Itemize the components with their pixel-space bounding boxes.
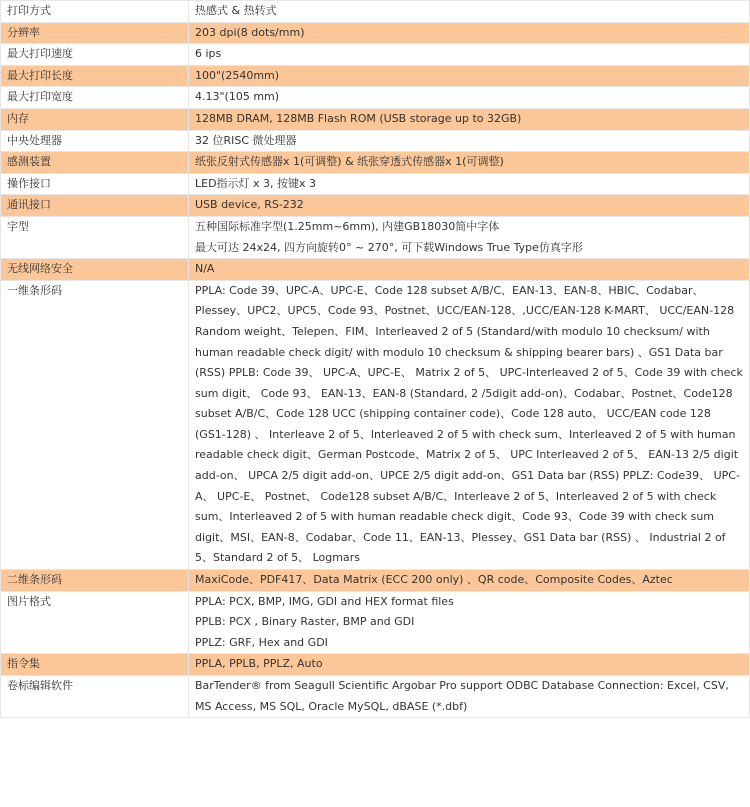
spec-label: 图片格式 [1,591,189,654]
spec-label: 最大打印宽度 [1,87,189,109]
spec-row [1,195,750,217]
spec-row [1,280,750,569]
spec-value-line: PPLB: PCX , Binary Raster, BMP and GDI [195,615,415,629]
spec-value [189,676,750,718]
spec-row [1,591,750,654]
spec-value-line: 纸张反射式传感器x 1(可调整) & 纸张穿透式传感器x 1(可调整) [195,155,504,169]
spec-value-line: PPLA: PCX, BMP, IMG, GDI and HEX format files [195,594,454,608]
spec-label: 一维条形码 [1,280,189,569]
spec-label: 卷标编辑软件 [1,676,189,718]
spec-value [189,195,750,217]
spec-value [189,591,750,654]
spec-value-line: 热感式 & 热转式 [195,4,277,17]
spec-row [1,44,750,66]
spec-value [189,654,750,676]
spec-label: 无线网络安全 [1,259,189,281]
spec-value [189,108,750,130]
spec-row [1,65,750,87]
spec-label: 内存 [1,108,189,130]
spec-row [1,87,750,109]
spec-value-line: 128MB DRAM, 128MB Flash ROM (USB storage up to 32GB) [195,111,522,125]
spec-label: 打印方式 [1,1,189,23]
spec-value-line: PPLZ: GRF, Hex and GDI [195,635,328,649]
spec-value-line: LED指示灯 x 3, 按键x 3 [195,176,317,190]
spec-row [1,570,750,592]
spec-label: 字型 [1,216,189,258]
spec-row [1,130,750,152]
spec-value-line: 最大可达 24x24, 四方向旋转0° ~ 270°, 可下载Windows True Type仿真字形 [195,240,583,254]
spec-value [189,44,750,66]
spec-label: 二维条形码 [1,570,189,592]
spec-value [189,87,750,109]
spec-value-line: PPLA: Code 39、UPC-A、UPC-E、Code 128 subset A/B/C、EAN-13、EAN-8、HBIC、Codabar、Plessey、UPC2、UPC5、Code 93、Postnet、UCC/EAN-128、,UCC/EAN-128 K-MART、 UCC/EAN-128 Random weight、Telepen、FIM、Interleaved 2 of 5 (Standard/with modulo 10 checksum/ with human readable check digit/ with modulo 10 checksum & shipping bearer bars) 、GS1 Data bar (RSS) PPLB: Code 39、 UPC-A、UPC-E、 Matrix 2 of 5、 UPC-Interleaved 2 of 5、Code 39 with check sum digit、 Code 93、 EAN-13、EAN-8 (Standard, 2 /5digit add-on)、Codabar、Postnet、Code128 subset A/B/C、Code 128 UCC (shipping container code)、Code 128 auto、 UCC/EAN code 128 (GS1-128) 、 Interleave 2 of 5、Interleaved 2 of 5 with check sum、Interleaved 2 of 5 with human readable check digit、German Postcode、Matrix 2 of 5、 UPC Interleaved 2 of 5、 EAN-13 2/5 digit add-on、 UPCA 2/5 digit add-on、UPCE 2/5 digit add-on、GS1 Data bar (RSS) PPLZ: Code39、 UPC-A、 UPC-E、 Postnet、 Code128 subset A/B/C、Interleave 2 of 5、Interleaved 2 of 5 with check sum、Interleaved 2 of 5 with human readable check digit、Code 93、Code 39 with check sum digit、MSI、EAN-8、Codabar、Code 11、EAN-13、Plessey、GS1 Data bar (RSS) 、 Industrial 2 of 5、Standard 2 of 5、 Logmars [195,283,743,565]
spec-table-body [1,1,750,718]
spec-row [1,22,750,44]
spec-label: 最大打印速度 [1,44,189,66]
spec-row [1,1,750,23]
spec-label: 感测装置 [1,152,189,174]
spec-value-line: 4.13"(105 mm) [195,90,280,104]
spec-value [189,173,750,195]
spec-row [1,676,750,718]
spec-value-line: MaxiCode、PDF417、Data Matrix (ECC 200 only) 、QR code、Composite Codes、Aztec [195,573,673,587]
spec-label: 操作接口 [1,173,189,195]
spec-label: 分辨率 [1,22,189,44]
spec-value [189,1,750,23]
spec-value-line: 32 位RISC 微处理器 [195,133,297,147]
spec-value [189,259,750,281]
spec-value [189,65,750,87]
spec-value-line: USB device, RS-232 [195,198,304,212]
spec-value [189,280,750,569]
spec-value-line: PPLA, PPLB, PPLZ, Auto [195,657,323,671]
spec-label: 指令集 [1,654,189,676]
spec-value-line: N/A [195,262,215,276]
spec-value [189,152,750,174]
spec-value [189,216,750,258]
spec-row [1,259,750,281]
spec-value [189,22,750,44]
spec-label: 最大打印长度 [1,65,189,87]
spec-row [1,152,750,174]
spec-label: 中央处理器 [1,130,189,152]
spec-label: 通讯接口 [1,195,189,217]
spec-value-line: 6 ips [195,47,222,61]
spec-row [1,654,750,676]
spec-value-line: 203 dpi(8 dots/mm) [195,25,305,39]
spec-value-line: 五种国际标准字型(1.25mm~6mm), 内建GB18030简中字体 [195,219,500,233]
spec-row [1,108,750,130]
spec-row [1,173,750,195]
spec-value [189,130,750,152]
spec-value [189,570,750,592]
spec-value-line: 100"(2540mm) [195,68,280,82]
spec-row [1,216,750,258]
spec-value-line: BarTender® from Seagull Scientific Argobar Pro support ODBC Database Connection: Excel, CSV, MS Access, MS SQL, Oracle MySQL, dBASE (*.dbf) [195,679,729,713]
